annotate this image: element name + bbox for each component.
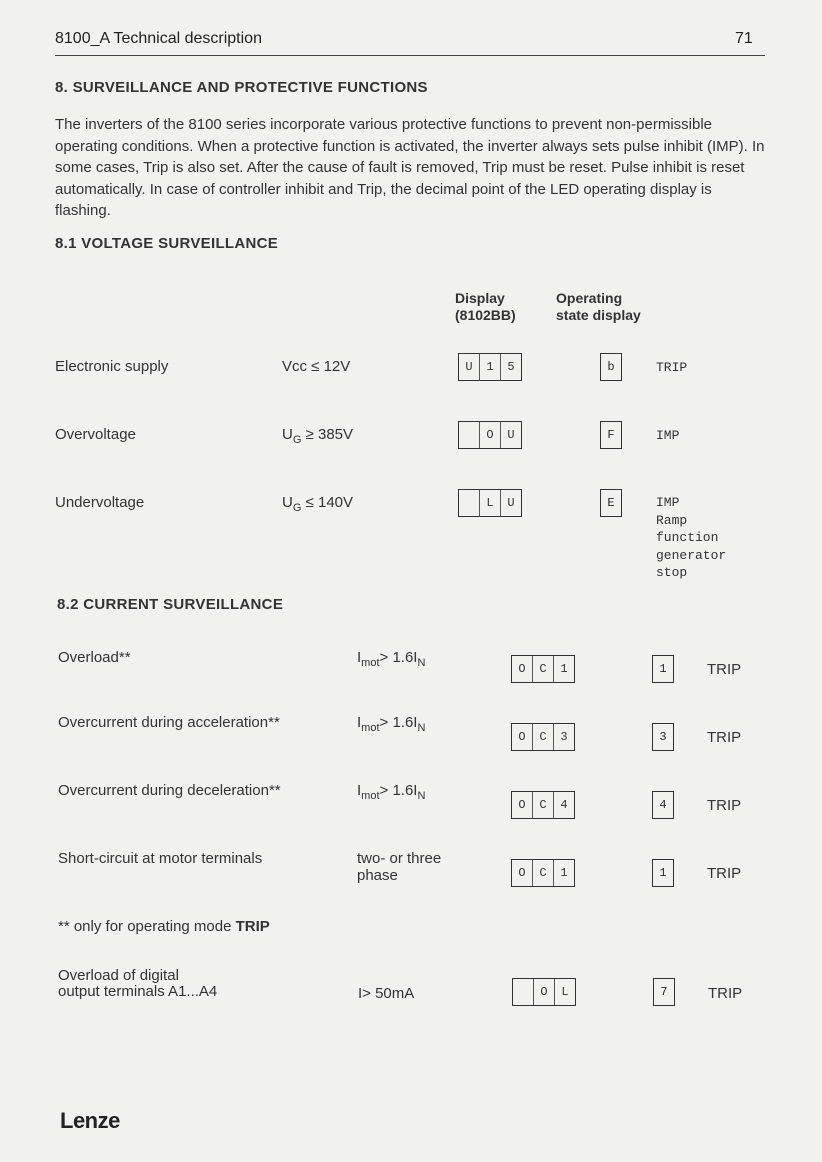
row-condition <box>357 782 425 802</box>
row-condition <box>357 714 425 734</box>
row-action: TRIP <box>707 729 742 746</box>
state-display: E <box>600 489 622 517</box>
cond-b: > 1.6I <box>379 714 418 731</box>
led-digit: O <box>479 422 500 448</box>
led-digit: 1 <box>553 656 574 682</box>
led-digit: O <box>518 866 526 880</box>
led-digit: L <box>479 490 500 516</box>
led-digit: 1 <box>479 354 500 380</box>
led-digit: C <box>532 860 553 886</box>
running-header: 8100_A Technical description <box>55 30 262 47</box>
row-condition <box>282 358 350 378</box>
col-display-sub: (8102BB) <box>455 307 516 323</box>
led-digit: O <box>518 730 526 744</box>
row-condition <box>357 649 425 669</box>
cond-b: ≥ 385V <box>301 426 354 443</box>
led-display <box>511 791 575 819</box>
led-display <box>458 489 522 517</box>
led-display <box>458 353 522 381</box>
cond-b: > 1.6I <box>379 649 418 666</box>
cond-b: ≤ 12V <box>307 358 351 375</box>
state-display: 4 <box>652 791 674 819</box>
row-action: TRIP <box>707 661 742 678</box>
col-display-header <box>455 290 516 324</box>
led-digit: C <box>532 792 553 818</box>
row-action: TRIP <box>707 865 742 882</box>
cond-sub: G <box>292 502 302 514</box>
cond-a: U <box>282 494 293 511</box>
led-display <box>512 978 576 1006</box>
cond-b-sub: N <box>417 657 426 669</box>
cond-a: I <box>357 649 362 666</box>
led-digit: O <box>533 979 554 1005</box>
led-digit: U <box>500 490 521 516</box>
cond-sub: G <box>292 434 302 446</box>
cond-b-sub: N <box>417 722 426 734</box>
led-digit: 3 <box>553 724 574 750</box>
state-display: 1 <box>652 859 674 887</box>
state-display: F <box>600 421 622 449</box>
state-display: 3 <box>652 723 674 751</box>
state-display: 1 <box>652 655 674 683</box>
cond-b: ≤ 140V <box>301 494 354 511</box>
cond-b-sub: N <box>417 790 426 802</box>
row-label: Overload of digital output terminals A1...A4 <box>58 967 218 1000</box>
lenze-logo: Lenze <box>60 1108 120 1133</box>
row-action: TRIP <box>707 797 742 814</box>
cond-a-sub: mot <box>361 657 380 669</box>
page-number: 71 <box>735 30 753 47</box>
row-condition <box>282 426 353 446</box>
cond-a-sub: mot <box>361 722 380 734</box>
row-label: Overcurrent during acceleration** <box>58 714 280 731</box>
current-heading: 8.2 CURRENT SURVEILLANCE <box>57 596 284 613</box>
cond-a: I <box>357 714 362 731</box>
cond-a-sub: mot <box>361 790 380 802</box>
led-display <box>511 655 575 683</box>
footnote <box>58 918 270 935</box>
cond-a: Vcc <box>282 358 308 375</box>
voltage-heading: 8.1 VOLTAGE SURVEILLANCE <box>55 235 279 252</box>
col-state-header <box>556 290 641 324</box>
led-digit: L <box>554 979 575 1005</box>
led-digit <box>459 490 479 516</box>
led-digit: 5 <box>500 354 521 380</box>
row-condition: two- or three phase <box>357 850 442 884</box>
row-action: TRIP <box>708 985 743 1002</box>
cond-b: > 1.6I <box>379 782 418 799</box>
row-condition: I> 50mA <box>358 985 415 1002</box>
footnote-bold: TRIP <box>235 918 270 935</box>
col-state-sub: state display <box>556 307 641 323</box>
row-label: Overload** <box>58 649 131 666</box>
led-display <box>511 723 575 751</box>
led-digit: C <box>532 724 553 750</box>
led-digit <box>513 979 533 1005</box>
row-label: Short-circuit at motor terminals <box>58 850 263 867</box>
led-display <box>511 859 575 887</box>
state-display: b <box>600 353 622 381</box>
row-label: Electronic supply <box>55 358 169 375</box>
row-action: TRIP <box>656 360 688 375</box>
led-digit: O <box>518 662 526 676</box>
header-rule <box>55 55 765 56</box>
col-state-label: Operating <box>556 290 623 306</box>
section-heading: 8. SURVEILLANCE AND PROTECTIVE FUNCTIONS <box>55 79 428 96</box>
row-label: Undervoltage <box>55 494 145 511</box>
led-digit <box>459 422 479 448</box>
led-digit: U <box>465 360 473 374</box>
intro-paragraph: The inverters of the 8100 series incorporate various protective functions to prevent non-permissible operating conditions. When a protective function is activated, the inverter always sets pulse inhibit (IMP). In some cases, Trip is also set. After the cause of fault is removed, Trip must be reset. Pulse inhibit is reset automatically. In case of controller inhibit and Trip, the decimal point of the LED operating display is flashing. <box>55 116 765 219</box>
state-display: 7 <box>653 978 675 1006</box>
row-action: IMP Ramp function generator stop <box>656 495 727 580</box>
led-digit: U <box>500 422 521 448</box>
led-digit: 4 <box>553 792 574 818</box>
led-digit: C <box>532 656 553 682</box>
row-label: Overcurrent during deceleration** <box>58 782 281 799</box>
led-digit: O <box>518 798 526 812</box>
cond-a: U <box>282 426 293 443</box>
led-display <box>458 421 522 449</box>
led-digit: 1 <box>553 860 574 886</box>
footnote-text: ** only for operating mode <box>58 918 236 935</box>
row-label: Overvoltage <box>55 426 136 443</box>
row-condition <box>282 494 353 514</box>
col-display-label: Display <box>455 290 505 306</box>
cond-a: I <box>357 782 362 799</box>
row-action: IMP <box>656 428 680 443</box>
